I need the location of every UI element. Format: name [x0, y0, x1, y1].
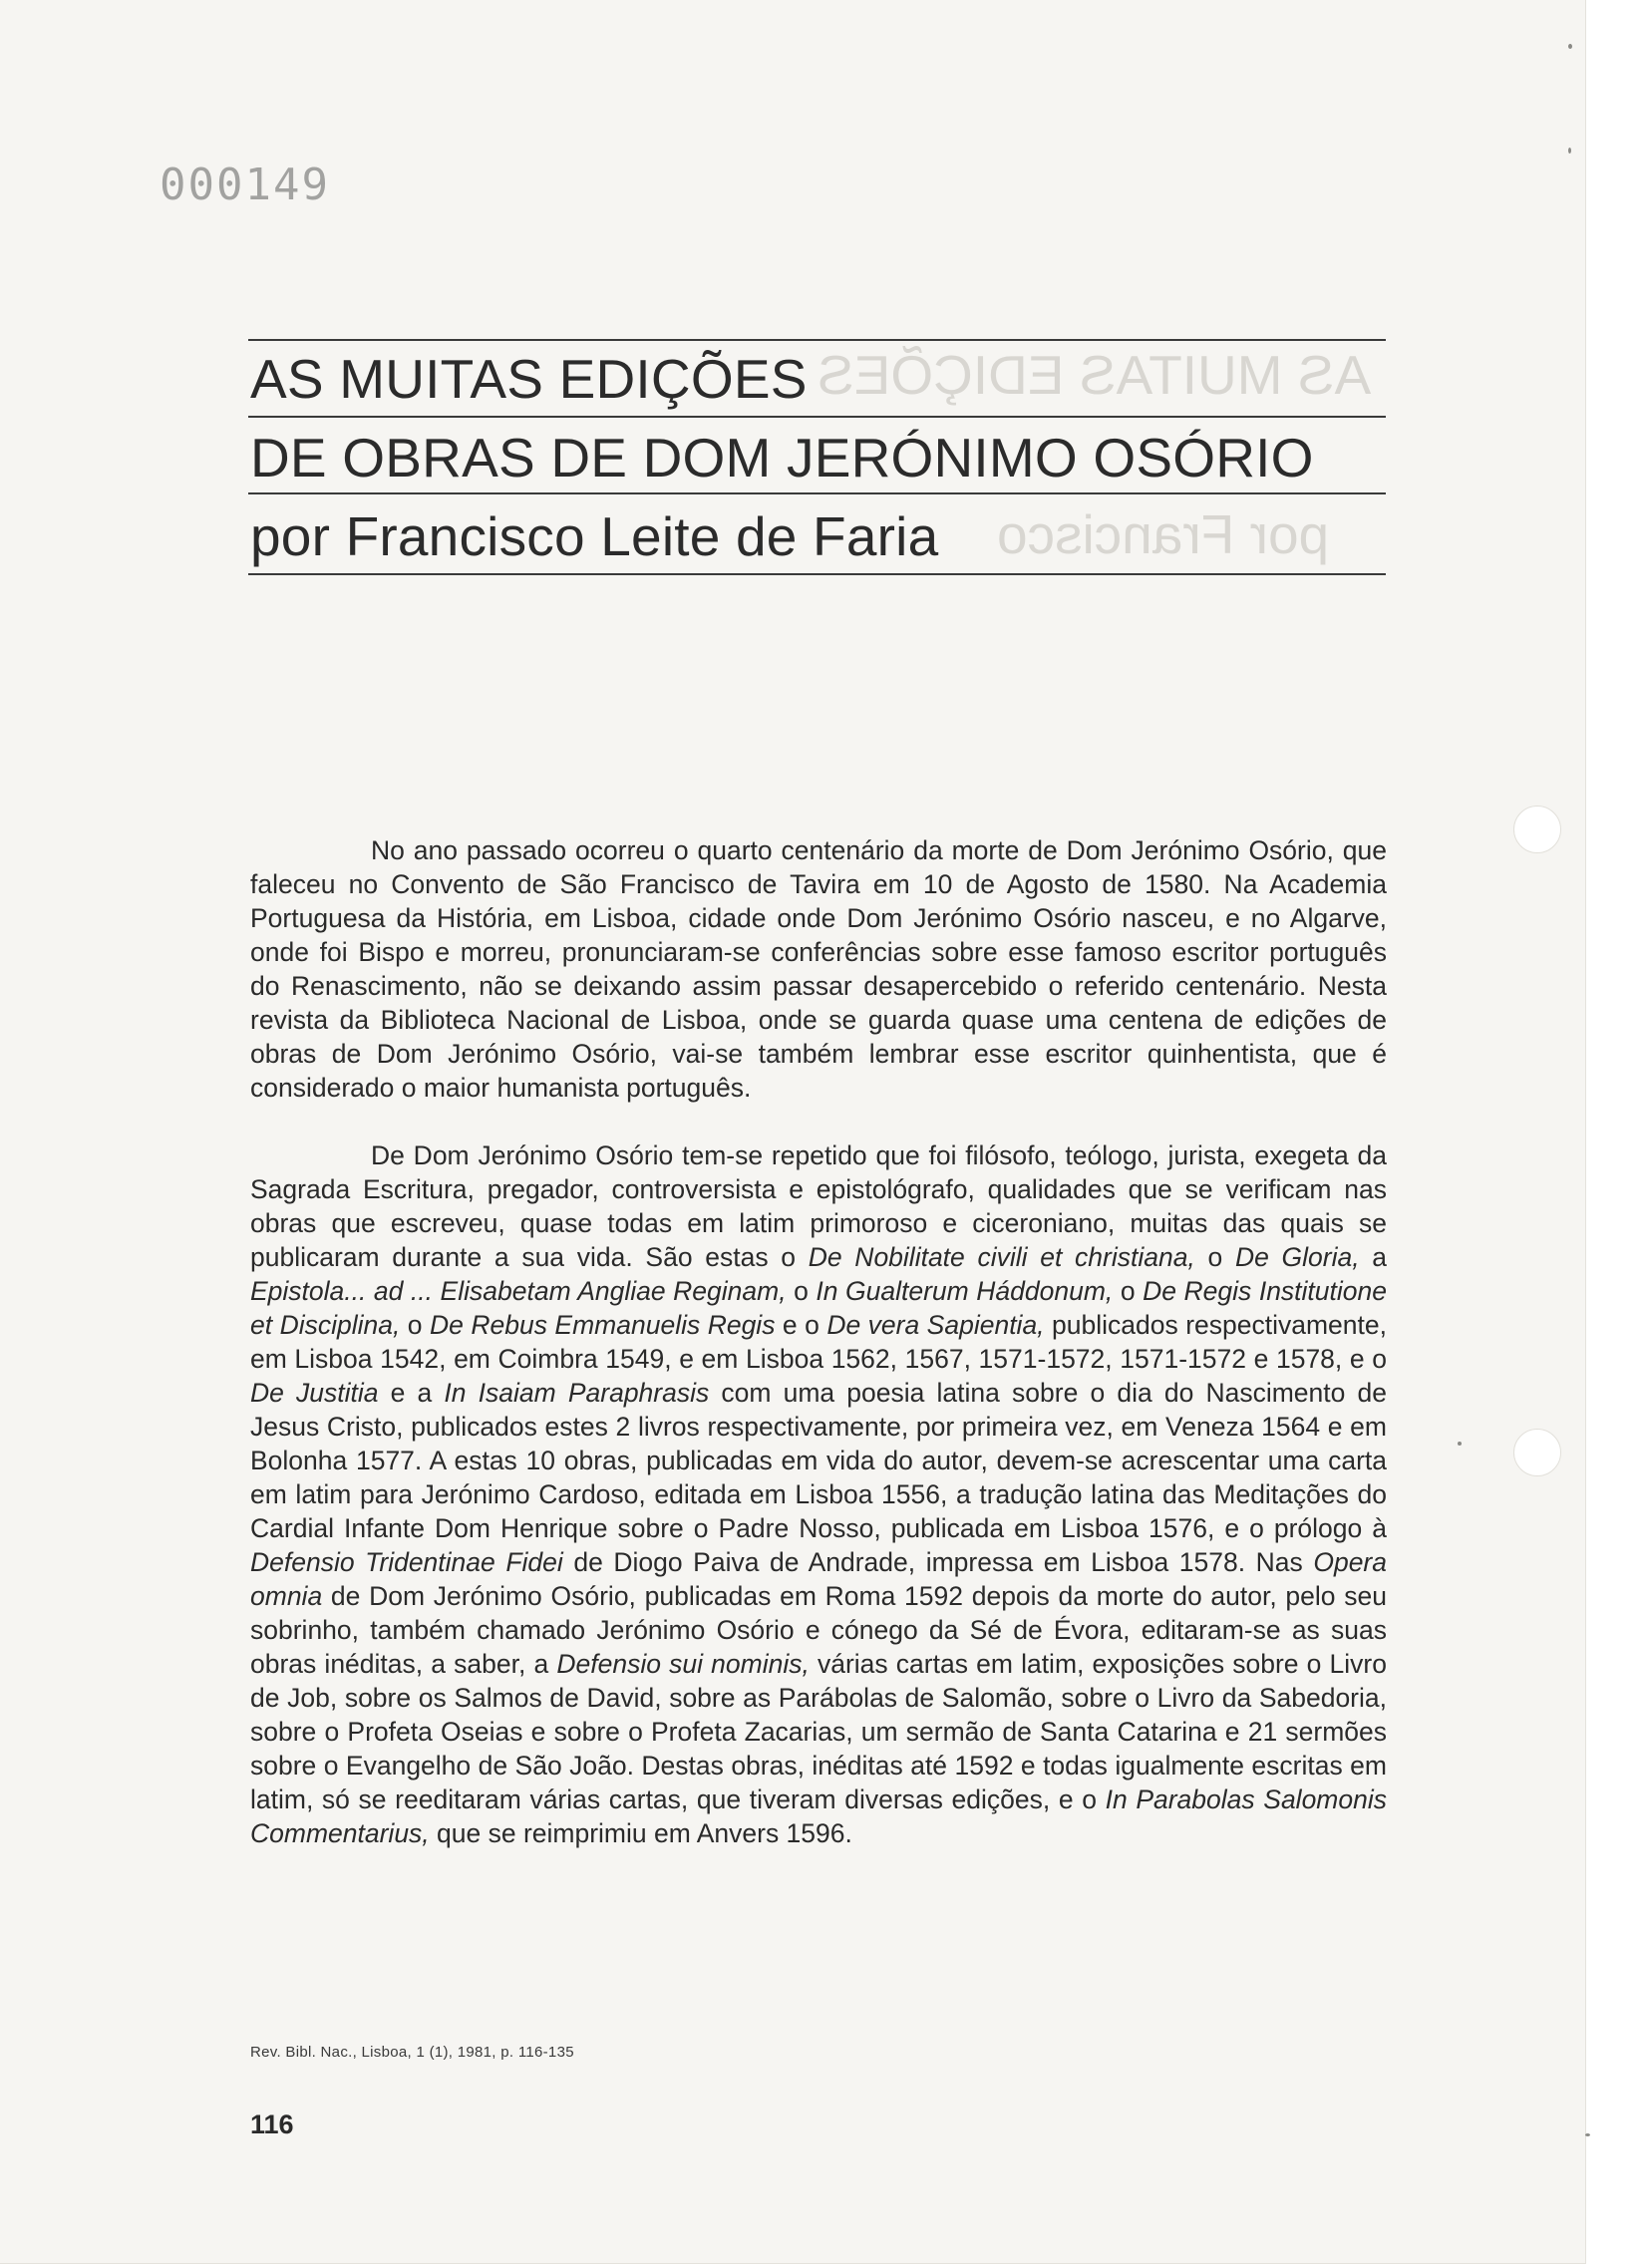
work-title: De Regis Institutione et Disciplina,: [250, 1276, 1387, 1340]
work-title: In Isaiam Paraphrasis: [444, 1378, 710, 1408]
work-title: Epistola... ad ... Elisabetam Angliae Reginam,: [250, 1276, 787, 1306]
text-run: várias cartas em latim, exposições sobre o Livro de Job, sobre os Salmos de David, sobre as Parábolas de Salomão, sobre o Livro da Sabedoria, sobre o Profeta Oseias e sobre o Profeta Zacarias, um sermão de Santa Catarina e 21 sermões sobre o Evangelho de São João. Destas obras, inéditas até 1592 e todas igualmente escritas em latim, só se reeditaram várias cartas, que tiveram diversas edições, e o: [250, 1649, 1387, 1814]
work-title: In Gualterum Háddonum,: [816, 1276, 1114, 1306]
work-title: De Nobilitate civili et christiana,: [808, 1242, 1195, 1272]
title-rule-top: [248, 339, 1386, 341]
text-run: a: [1359, 1242, 1387, 1272]
archive-stamp-number: 000149: [160, 160, 330, 210]
bleed-through-author: por Francisco: [997, 503, 1330, 565]
speck: [1568, 148, 1571, 154]
text-run: com uma poesia latina sobre o dia do Nascimento de Jesus Cristo, publicados estes 2 livros respectivamente, por primeira vez, em Veneza 1564 e em Bolonha 1577. A estas 10 obras, publicadas em vida do autor, devem-se acrescentar uma carta em latim para Jerónimo Cardoso, editada em Lisboa 1556, a tradução latina das Meditações do Cardial Infante Dom Henrique sobre o Padre Nosso, publicada em Lisboa 1576, e o prólogo à: [250, 1378, 1387, 1543]
paragraph-1: No ano passado ocorreu o quarto centenário da morte de Dom Jerónimo Osório, que faleceu no Convento de São Francisco de Tavira em 10 de Agosto de 1580. Na Academia Portuguesa da História, em Lisboa, cidade onde Dom Jerónimo Osório nasceu, e no Algarve, onde foi Bispo e morreu, pronunciaram-se conferências sobre esse famoso escritor português do Renascimento, não se deixando assim passar desapercebido o referido centenário. Nesta revista da Biblioteca Nacional de Lisboa, onde se guarda quase uma centena de edições de obras de Dom Jerónimo Osório, vai-se também lembrar esse escritor quinhentista, que é considerado o maior humanista português.: [250, 835, 1387, 1103]
work-title: De Justitia: [250, 1378, 379, 1408]
speck: [1568, 44, 1572, 49]
text-run: e o: [775, 1310, 827, 1340]
text-run: o: [400, 1310, 431, 1340]
punch-hole-bottom: [1513, 1429, 1561, 1476]
text-run: o: [786, 1276, 817, 1306]
text-run: que se reimprimiu em Anvers 1596.: [429, 1818, 852, 1848]
text-run: publicados respectivamente, em Lisboa 1542, em Coimbra 1549, e em Lisboa 1562, 1567, 1571-1572, 1571-1572 e 1578, e o: [250, 1310, 1387, 1374]
text-run: e a: [378, 1378, 445, 1408]
bleed-through-title: AS MUITAS EDIÇÕES: [818, 344, 1372, 406]
page-number: 116: [250, 2109, 294, 2139]
text-run: De Dom Jerónimo Osório tem-se repetido que foi filósofo, teólogo, jurista, exegeta da Sagrada Escritura, pregador, controversista e epistológrafo, qualidades que se verificam nas obras que escreveu, quase todas em latim primoroso e ciceroniano, muitas das quais se publicaram durante a sua vida. São estas o: [250, 1140, 1387, 1272]
title-line-1: AS MUITAS EDIÇÕES: [250, 348, 808, 410]
title-rule-2: [248, 416, 1386, 418]
work-title: De vera Sapientia,: [826, 1310, 1045, 1340]
author-line: por Francisco Leite de Faria: [250, 505, 939, 567]
work-title: Defensio Tridentinae Fidei: [250, 1547, 563, 1577]
punch-hole-top: [1513, 806, 1561, 853]
text-run: de Dom Jerónimo Osório, publicadas em Roma 1592 depois da morte do autor, pelo seu sobrinho, também chamado Jerónimo Osório e cónego da Sé de Évora, editaram-se as suas obras inéditas, a saber, a: [250, 1581, 1387, 1679]
work-title: Defensio sui nominis,: [556, 1649, 810, 1679]
work-title: Opera omnia: [250, 1547, 1387, 1611]
work-title: In Parabolas Salomonis Commentarius,: [250, 1784, 1387, 1848]
text-run: de Diogo Paiva de Andrade, impressa em Lisboa 1578. Nas: [562, 1547, 1314, 1577]
speck: [1585, 2133, 1590, 2136]
work-title: De Rebus Emmanuelis Regis: [430, 1310, 776, 1340]
title-line-2: DE OBRAS DE DOM JERÓNIMO OSÓRIO: [250, 427, 1314, 488]
title-rule-3: [248, 492, 1386, 494]
text-run: o: [1194, 1242, 1235, 1272]
speck: [1458, 1442, 1462, 1446]
work-title: De Gloria,: [1234, 1242, 1360, 1272]
text-run: o: [1113, 1276, 1144, 1306]
journal-citation: Rev. Bibl. Nac., Lisboa, 1 (1), 1981, p. 116-135: [250, 2044, 574, 2061]
paragraph-2: [250, 1138, 1387, 1850]
article-body: [250, 833, 1387, 1850]
title-rule-bottom: [248, 573, 1386, 575]
